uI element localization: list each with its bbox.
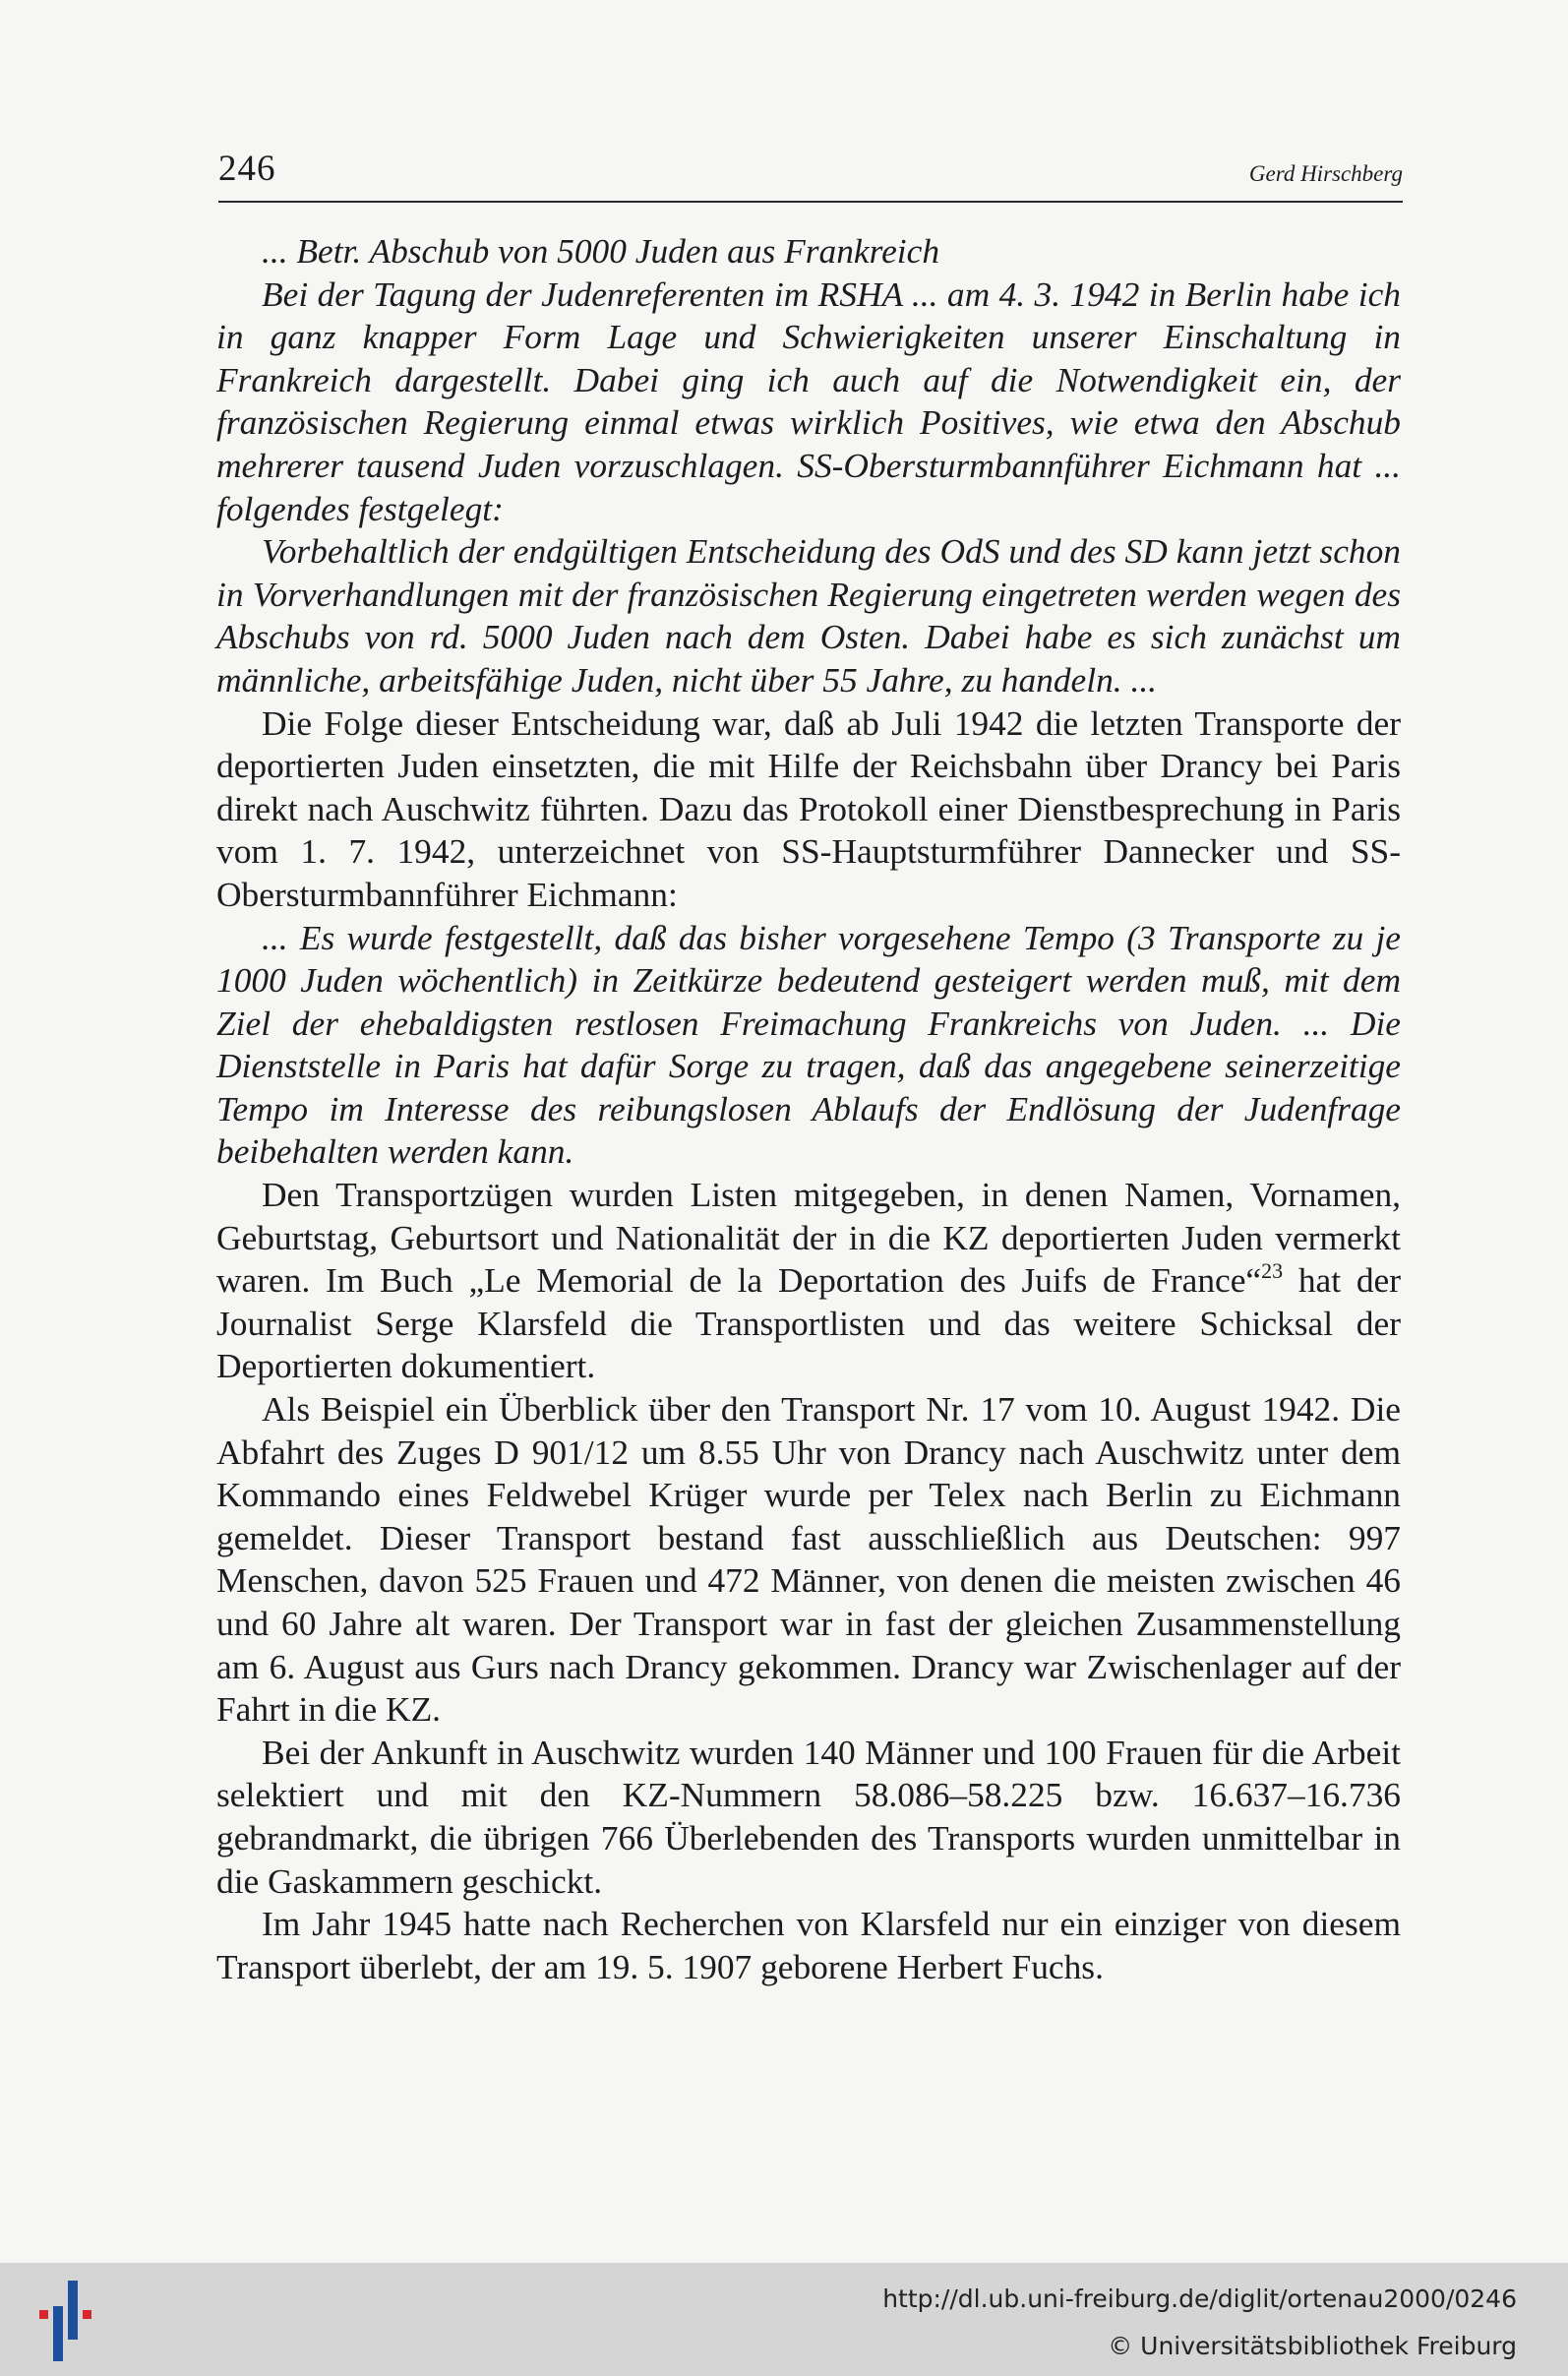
paragraph: Die Folge dieser Entscheidung war, daß ab Juli 1942 die letzten Transporte der deportierten Juden einsetzten, die mit Hilfe der Reichsbahn über Drancy bei Paris direkt nach Auschwitz führten. Dazu das Protokoll einer Dienstbesprechung in Paris vom 1. 7. 1942, unterzeichnet von SS-Hauptsturmführer Dannecker und SS-Obersturmbannführer Eichmann: xyxy=(216,702,1401,914)
source-url-link[interactable]: http://dl.ub.uni-freiburg.de/diglit/ortenau2000/0246 xyxy=(882,2285,1517,2313)
paragraph xyxy=(216,1174,1401,1388)
paragraph: ... Betr. Abschub von 5000 Juden aus Frankreich xyxy=(262,231,940,271)
running-head: Gerd Hirschberg xyxy=(1248,161,1403,186)
viewer-footer xyxy=(0,2263,1568,2376)
copyright-notice: © Universitätsbibliothek Freiburg xyxy=(1108,2332,1517,2360)
paragraph: Bei der Ankunft in Auschwitz wurden 140 Männer und 100 Frauen für die Arbeit selektiert und mit den KZ-Nummern 58.086–58.225 bzw. 16.637–16.736 gebrandmarkt, die übrigen 766 Überlebenden des Transports wurden unmittelbar in die Gaskammern geschickt. xyxy=(216,1732,1401,1901)
paragraph: Im Jahr 1945 hatte nach Recherchen von Klarsfeld nur ein einziger von diesem Transport überlebt, der am 19. 5. 1907 geborene Herbert Fuchs. xyxy=(216,1904,1401,1986)
paragraph-text: hat der Journalist Serge Klarsfeld die Transportlisten und das weitere Schicksal der Deportierten dokumentiert. xyxy=(216,1260,1402,1386)
footnote-marker[interactable]: 23 xyxy=(1261,1258,1284,1284)
paragraph: Bei der Tagung der Judenreferenten im RSHA ... am 4. 3. 1942 in Berlin habe ich in ganz knapper Form Lage und Schwierigkeiten unserer Einschaltung in Frankreich dargestellt. Dabei ging ich auch auf die Notwendigkeit ein, der französischen Regierung einmal etwas wirklich Positives, wie etwa den Abschub mehrerer tausend Juden vorzuschlagen. SS-Obersturmbannführer Eichmann hat ... folgendes festgelegt: xyxy=(216,274,1401,528)
body-text xyxy=(216,230,1401,1988)
paragraph-text: Den Transportzügen wurden Listen mitgegeben, in denen Namen, Vornamen, Geburtstag, Geburtsort und Nationalität der in die KZ deportierten Juden vermerkt waren. Im Buch „Le Memorial de la Deportation des Juifs de France“ xyxy=(216,1175,1401,1301)
ub-freiburg-logo-icon[interactable] xyxy=(35,2279,100,2365)
page-header xyxy=(218,146,1403,203)
paragraph: ... Es wurde festgestellt, daß das bisher vorgesehene Tempo (3 Transporte zu je 1000 Juden wöchentlich) in Zeitkürze bedeutend gesteigert werden muß, mit dem Ziel der ehebaldigsten restlosen Freimachung Frankreichs von Juden. ... Die Dienststelle in Paris hat dafür Sorge zu tragen, daß das angegebene seinerzeitige Tempo im Interesse des reibungslosen Ablaufs der Endlösung der Judenfrage beibehalten werden kann. xyxy=(216,917,1401,1172)
paragraph: Vorbehaltlich der endgültigen Entscheidung des OdS und des SD kann jetzt schon in Vorverhandlungen mit der französischen Regierung eingetreten werden wegen des Abschubs von rd. 5000 Juden nach dem Osten. Dabei habe es sich zunächst um männliche, arbeitsfähige Juden, nicht über 55 Jahre, zu handeln. ... xyxy=(216,531,1401,700)
paragraph: Als Beispiel ein Überblick über den Transport Nr. 17 vom 10. August 1942. Die Abfahrt des Zuges D 901/12 um 8.55 Uhr von Drancy nach Auschwitz unter dem Kommando eines Feldwebel Krüger wurde per Telex nach Berlin zu Eichmann gemeldet. Dieser Transport bestand fast ausschließlich aus Deutschen: 997 Menschen, davon 525 Frauen und 472 Männer, von denen die meisten zwischen 46 und 60 Jahre alt waren. Der Transport war in fast der gleichen Zusammenstellung am 6. August aus Gurs nach Drancy gekommen. Drancy war Zwischenlager auf der Fahrt in die KZ. xyxy=(216,1389,1401,1730)
page-number: 246 xyxy=(218,149,276,189)
